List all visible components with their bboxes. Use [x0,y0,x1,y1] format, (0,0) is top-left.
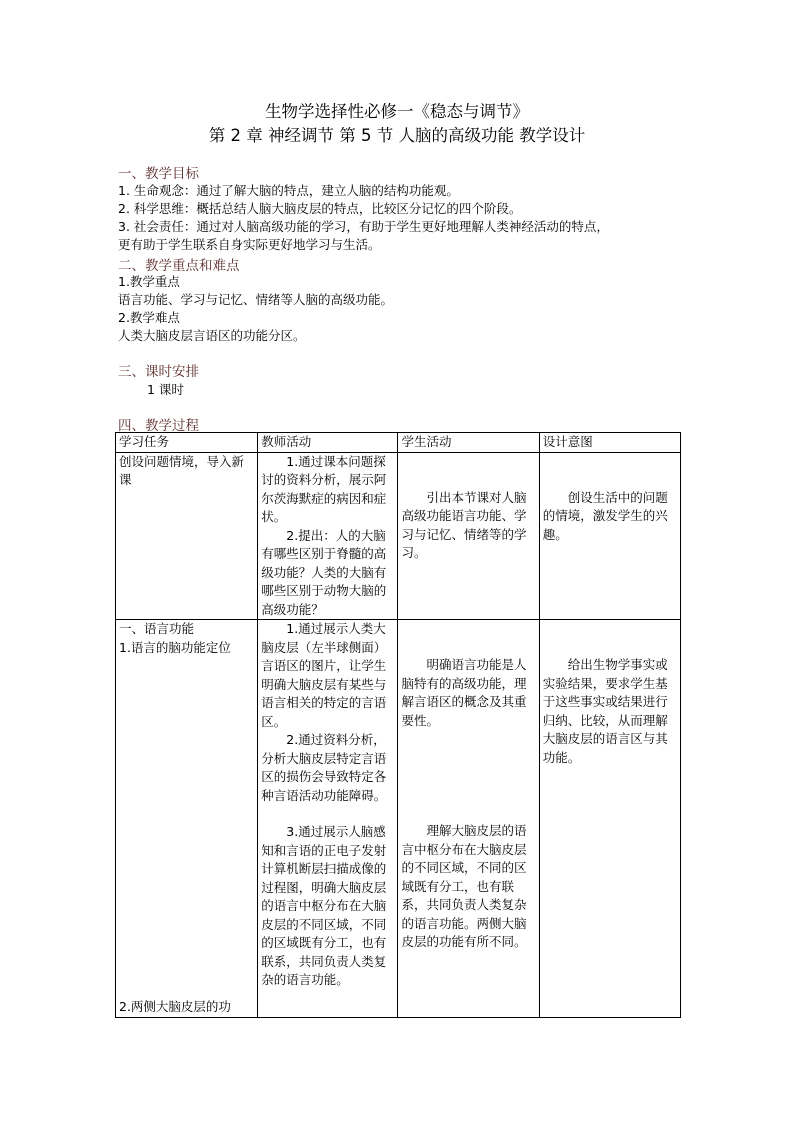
task-text: 创设问题情境，导入新课 [119,453,245,487]
student-text: 引出本节课对人脑高级功能语言功能、学习与记忆、情绪等的学习。 [401,489,527,560]
intent-cell [539,620,680,1018]
teacher-cell [258,620,398,1018]
task-text: 1.语言的脑功能定位 [119,639,231,655]
document-title: 生物学选择性必修一《稳态与调节》 [265,102,529,121]
teacher-text: 1.通过课本问题探讨的资料分析，展示阿尔茨海默症的病因和症状。 [261,453,387,524]
table-row [116,620,681,1018]
objective-item: 1. 生命观念：通过了解大脑的特点，建立人脑的结构功能观。 [118,183,459,198]
student-cell [398,452,539,620]
task-text: 一、语言功能 [119,621,195,636]
task-cell [116,452,258,620]
header-task: 学习任务 [116,433,258,453]
objective-item: 更有助于学生联系自身实际更好地学习与生活。 [118,237,381,252]
objective-item: 2. 科学思维：概括总结人脑大脑皮层的特点，比较区分记忆的四个阶段。 [118,201,522,216]
table-header-row [116,433,681,453]
schedule-text: 1 课时 [147,382,184,397]
intent-text: 创设生活中的问题的情境，激发学生的兴趣。 [542,489,668,542]
student-text: 理解大脑皮层的语言中枢分布在大脑皮层的不同区域，不同的区域既有分工，也有联系，共同负责人类复杂的语言功能。两侧大脑皮层的功能有所不同。 [401,823,527,949]
intent-cell [539,452,680,620]
process-table [115,432,681,1018]
keypoint-label: 1.教学重点 [118,274,180,289]
header-student: 学生活动 [398,433,539,453]
teacher-text: 2.提出：人的大脑有哪些区别于脊髓的高级功能？人类的大脑有哪些区别于动物大脑的高级功能？ [261,527,387,617]
difficulty-label: 2.教学难点 [118,310,180,325]
task-cell [116,620,258,1018]
teacher-text: 2.通过资料分析，分析大脑皮层特定言语区的损伤会导致特定各种言语活动功能障碍。 [261,732,387,803]
process-heading: 四、教学过程 [118,418,199,434]
table-row [116,452,681,620]
keypoint-text: 语言功能、学习与记忆、情绪等人脑的高级功能。 [118,292,394,307]
header-teacher: 教师活动 [258,433,398,453]
student-cell [398,620,539,1018]
student-text: 明确语言功能是人脑特有的高级功能，理解言语区的概念及其重要性。 [401,657,527,728]
keypoints-heading: 二、教学重点和难点 [118,258,240,274]
task-text: 2.两侧大脑皮层的功 [119,998,231,1014]
difficulty-text: 人类大脑皮层言语区的功能分区。 [118,328,306,343]
header-intent: 设计意图 [539,433,680,453]
schedule-heading: 三、课时安排 [118,364,199,380]
teacher-text: 3.通过展示人脑感知和言语的正电子发射计算机断层扫描成像的过程图，明确大脑皮层的语言中枢分布在大脑皮层的不同区域，不同的区域既有分工，也有联系，共同负责人类复杂的语言功能。 [261,824,387,987]
objective-item: 3. 社会责任：通过对人脑高级功能的学习，有助于学生更好地理解人类神经活动的特点， [118,219,609,234]
objectives-heading: 一、教学目标 [118,166,199,182]
intent-text: 给出生物学事实或实验结果，要求学生基于这些事实或结果进行归纳、比较，从而理解大脑皮层的语言区与其功能。 [542,657,668,765]
teacher-cell [258,452,398,620]
document-subtitle: 第 2 章 神经调节 第 5 节 人脑的高级功能 教学设计 [208,126,586,145]
teacher-text: 1.通过展示人类大脑皮层（左半球侧面）言语区的图片，让学生明确大脑皮层有某些与语言相关的特定的言语区。 [261,621,387,729]
